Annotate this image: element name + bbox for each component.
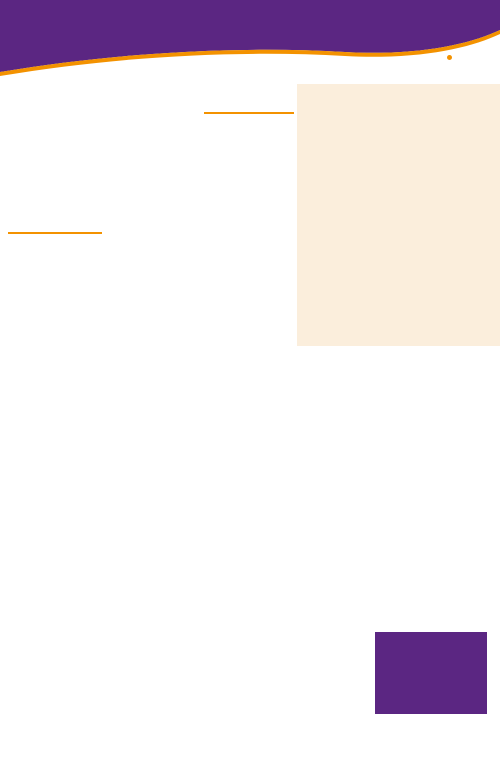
column-1 — [8, 228, 102, 237]
omgevingsvergunningen-bar — [8, 232, 102, 234]
subsidie-right-column — [404, 125, 494, 127]
subsidie-panel — [297, 84, 500, 346]
logo-dot-icon — [447, 55, 452, 60]
page-header — [0, 0, 500, 84]
column-2 — [106, 228, 200, 231]
subsidie-left-column — [305, 115, 397, 117]
evenementvergunning-bar — [204, 112, 294, 114]
social-follow-box — [375, 632, 487, 714]
column-3 — [204, 108, 294, 117]
header-wave-shape — [0, 0, 500, 84]
